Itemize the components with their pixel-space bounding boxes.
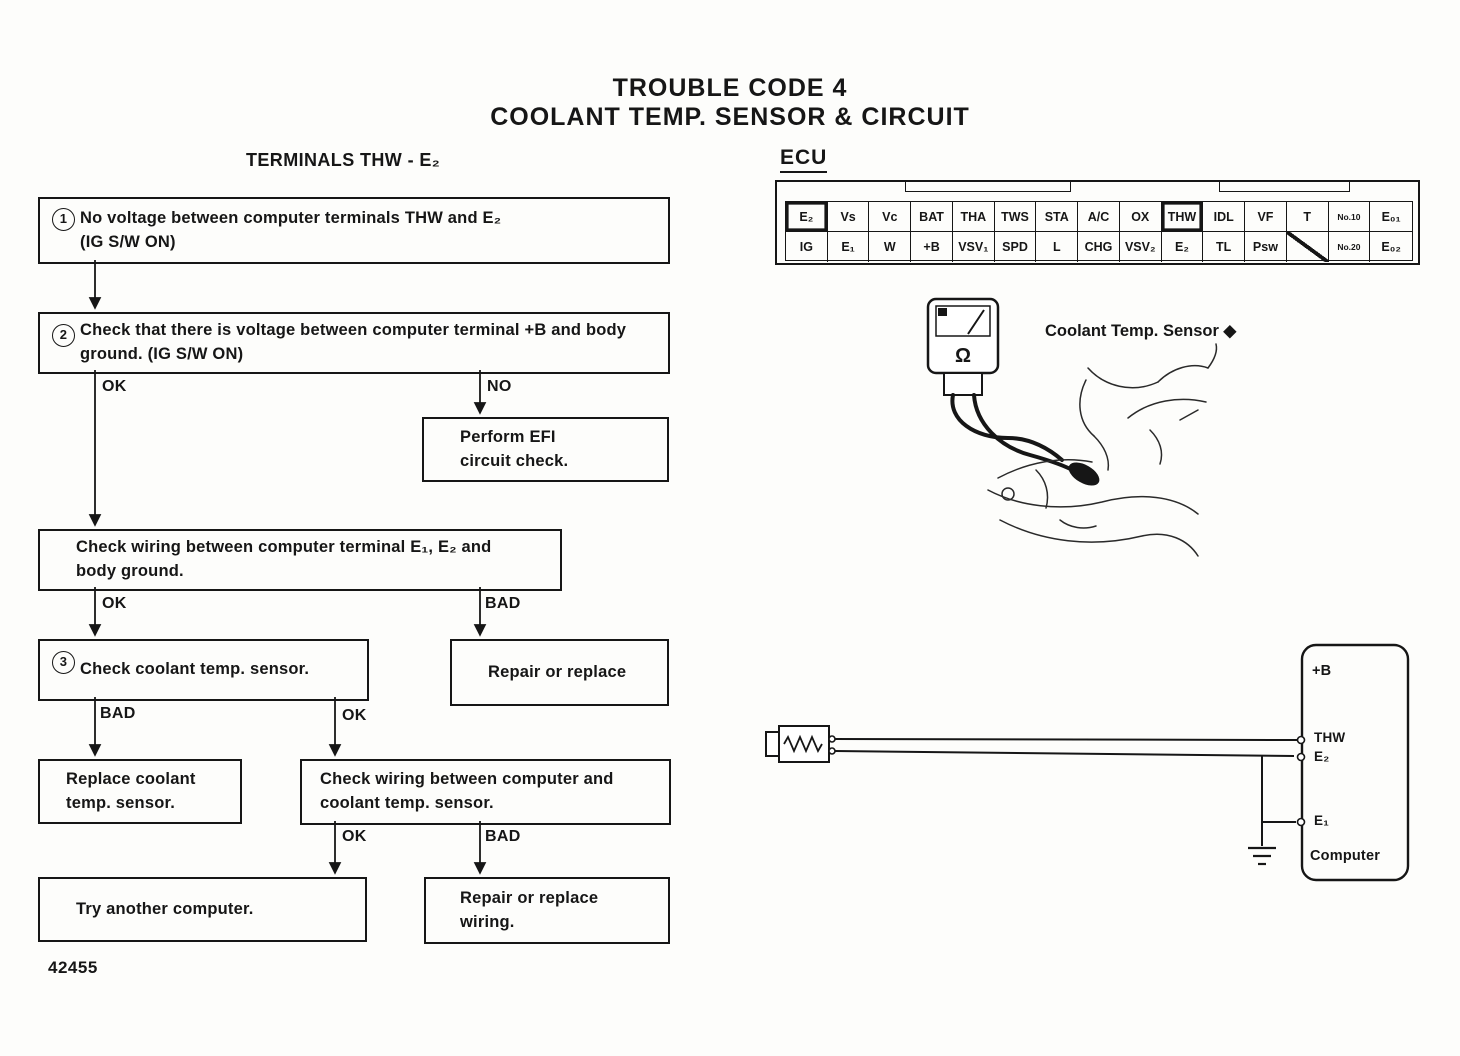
ecu-cell: L — [1036, 232, 1078, 262]
ecu-cell: OX — [1120, 202, 1162, 232]
flow-box-replace-sensor — [38, 759, 242, 824]
step-number-1: 1 — [52, 208, 75, 231]
ecu-cell-e2: E₂ — [786, 202, 828, 232]
sensor-terminal — [829, 736, 835, 742]
flow-box-step3 — [38, 639, 369, 701]
figure-number: 42455 — [48, 958, 98, 977]
ecu-cell: W — [869, 232, 911, 262]
flow-box-wiring-ground-text: Check wiring between computer terminal E₁, E₂ and body ground. — [76, 538, 492, 580]
ecu-cell: No.20 — [1329, 232, 1371, 262]
ecu-cell: E₀₂ — [1381, 240, 1401, 254]
ecu-cell: IDL — [1203, 202, 1245, 232]
flow-box-step1-line2: (IG S/W ON) — [80, 232, 176, 251]
sensor-terminal — [829, 748, 835, 754]
step-number-2: 2 — [52, 324, 75, 347]
branch-label-bad: BAD — [100, 705, 136, 722]
terminal-label-plus-b: +B — [1312, 663, 1332, 679]
ecu-cell: E₁ — [828, 232, 870, 262]
ecu-cell: SPD — [995, 232, 1037, 262]
ecu-cell: E₂ — [1162, 232, 1204, 262]
page-title-line1: TROUBLE CODE 4 — [612, 74, 848, 102]
meter-lead — [952, 395, 1062, 460]
ecu-cell: THA — [953, 202, 995, 232]
flow-box-step1-line1: No voltage between computer terminals THW and E₂ — [80, 208, 502, 227]
branch-label-ok: OK — [102, 378, 127, 395]
branch-label-ok: OK — [342, 828, 367, 845]
ecu-cell: VSV₁ — [953, 232, 995, 262]
branch-label-ok: OK — [342, 707, 367, 724]
flow-box-repair-replace-text: Repair or replace — [488, 662, 627, 681]
flow-box-efi-check-text: Perform EFI circuit check. — [460, 427, 569, 470]
ecu-cell: A/C — [1078, 202, 1120, 232]
branch-label-ok: OK — [102, 595, 127, 612]
flow-box-repair-replace — [450, 639, 669, 706]
flowchart-heading: TERMINALS THW - E₂ — [246, 150, 441, 170]
flow-box-try-computer — [38, 877, 367, 942]
wire-e2 — [835, 751, 1294, 756]
sensor-probe — [1065, 458, 1103, 491]
flow-box-step3-text: Check coolant temp. sensor. — [80, 660, 310, 679]
ecu-cell: TL — [1203, 232, 1245, 262]
flow-box-wiring-sensor-text: Check wiring between computer and coolant temp. sensor. — [320, 770, 614, 812]
ecu-cell: Vs — [828, 202, 870, 232]
ecu-cell: +B — [911, 232, 953, 262]
terminal-dot — [1298, 819, 1305, 826]
flow-box-repair-wiring — [424, 877, 670, 944]
ecu-cell: CHG — [1078, 232, 1120, 262]
ecu-terminal-grid — [785, 201, 1413, 261]
step-number-3: 3 — [52, 651, 75, 674]
ecu-cell-thw: THW — [1162, 202, 1204, 232]
ecu-cell: STA — [1036, 202, 1078, 232]
ecu-cell-blank — [1287, 232, 1329, 262]
ecu-mount-tab — [905, 182, 1071, 192]
branch-label-bad: BAD — [485, 595, 521, 612]
terminal-label-e1: E₁ — [1314, 813, 1329, 828]
ecu-cell: IG — [786, 232, 828, 262]
wire-thw — [835, 739, 1297, 740]
flow-box-step2-text: Check that there is voltage between computer terminal +B and body ground. (IG S/W ON) — [80, 321, 627, 363]
ecu-connector — [775, 180, 1420, 265]
ecu-cell: TWS — [995, 202, 1037, 232]
terminal-dot — [1298, 737, 1305, 744]
terminal-label-thw: THW — [1314, 730, 1346, 745]
terminal-label-e2: E₂ — [1314, 749, 1330, 764]
ecu-mount-tab — [1219, 182, 1350, 192]
meter-display-corner — [938, 308, 947, 316]
sensor-cap — [766, 732, 779, 756]
flow-box-step1 — [38, 197, 670, 264]
flow-box-wiring-ground — [38, 529, 562, 591]
flow-box-replace-sensor-text: Replace coolant temp. sensor. — [66, 769, 196, 812]
ecu-cell: No.10 — [1329, 202, 1371, 232]
terminal-dot — [1298, 754, 1305, 761]
wiring-circuit — [766, 645, 1408, 880]
ecu-cell: E₀₁ — [1370, 202, 1412, 232]
ohm-symbol: Ω — [954, 345, 972, 367]
ecu-cell: VSV₂ — [1120, 232, 1162, 262]
ecu-label: ECU — [780, 146, 827, 173]
flow-box-repair-wiring-text: Repair or replace wiring. — [460, 888, 599, 931]
flow-box-try-computer-text: Try another computer. — [76, 899, 254, 918]
ecu-cell: BAT — [911, 202, 953, 232]
ecu-cell: Vc — [869, 202, 911, 232]
flow-box-wiring-sensor — [300, 759, 671, 825]
sensor-caption: Coolant Temp. Sensor ◆ — [1045, 322, 1237, 340]
branch-label-no: NO — [487, 378, 512, 395]
meter-plug — [944, 373, 982, 395]
flow-box-efi-check — [422, 417, 669, 482]
branch-label-bad: BAD — [485, 828, 521, 845]
ecu-cell: Psw — [1245, 232, 1287, 262]
ecu-cell: T — [1287, 202, 1329, 232]
ground-symbol — [1248, 848, 1276, 864]
flow-box-step2 — [38, 312, 670, 374]
computer-label: Computer — [1310, 848, 1381, 864]
page-title-line2: COOLANT TEMP. SENSOR & CIRCUIT — [490, 103, 970, 131]
engine-sketch — [988, 344, 1217, 556]
ecu-cell: VF — [1245, 202, 1287, 232]
